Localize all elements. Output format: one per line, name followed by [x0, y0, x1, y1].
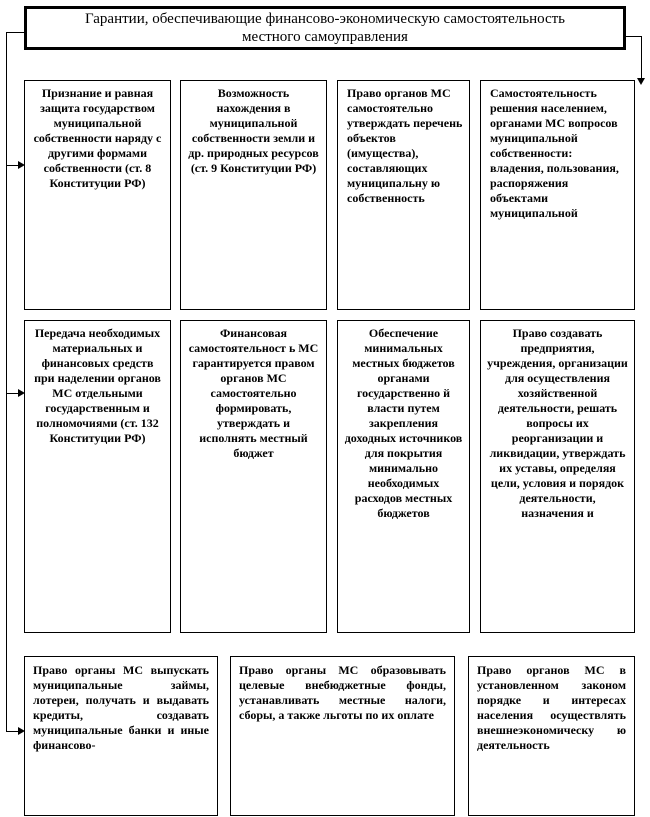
guarantee-box-r3c2: Право органы МС образовывать целевые внебюджетные фонды, устанавливать местные налоги, сборы, а также льготы по их оплате: [230, 656, 455, 816]
connector-left-top: [24, 32, 25, 33]
guarantee-box-r1c4: Самостоятельность решения населением, органами МС вопросов муниципальной собственности: владения, пользования, распоряжения объектами муниципальной: [480, 80, 635, 310]
guarantee-box-r3c1: Право органы МС выпускать муниципальные займы, лотереи, получать и выдавать кредиты, создавать муниципальные банки и иные финансово-: [24, 656, 218, 816]
connector-right-stub: [626, 36, 642, 37]
guarantee-box-r1c3: Право органов МС самостоятельно утверждать перечень объектов (имущества), составляющих муниципальну ю собственность: [337, 80, 470, 310]
guarantee-box-r1c2: Возможность нахождения в муниципальной собственности земли и др. природных ресурсов (ст. 9 Конституции РФ): [180, 80, 327, 310]
connector-right-vertical: [641, 36, 642, 80]
connector-left-stub: [6, 32, 24, 33]
diagram-title: Гарантии, обеспечивающие финансово-экономическую самостоятельность местного самоуправления: [24, 6, 626, 50]
guarantee-box-r2c3: Обеспечение минимальных местных бюджетов органами государственно й власти путем закрепления доходных источников для покрытия минимально необходимых расходов местных бюджетов: [337, 320, 470, 633]
guarantee-box-r3c3: Право органов МС в установленном законом порядке и интересах населения осуществлять внешнеэкономическу ю деятельность: [468, 656, 635, 816]
guarantee-box-r2c2: Финансовая самостоятельност ь МС гарантируется правом органов МС самостоятельно формировать, утверждать и исполнять местный бюджет: [180, 320, 327, 633]
arrow-right-down: [637, 78, 645, 85]
guarantee-box-r2c4: Право создавать предприятия, учреждения, организации для осуществления хозяйственной деятельности, решать вопросы их реорганизации и ликвидации, утверждать их уставы, определяя цели, условия и порядок деятельности, назначения и: [480, 320, 635, 633]
guarantee-box-r2c1: Передача необходимых материальных и финансовых средств при наделении органов МС отдельными государственным и полномочиями (ст. 132 Конституции РФ): [24, 320, 171, 633]
guarantee-box-r1c1: Признание и равная защита государством муниципальной собственности наряду с другими формами собственности (ст. 8 Конституции РФ): [24, 80, 171, 310]
connector-left-vertical: [6, 32, 7, 732]
